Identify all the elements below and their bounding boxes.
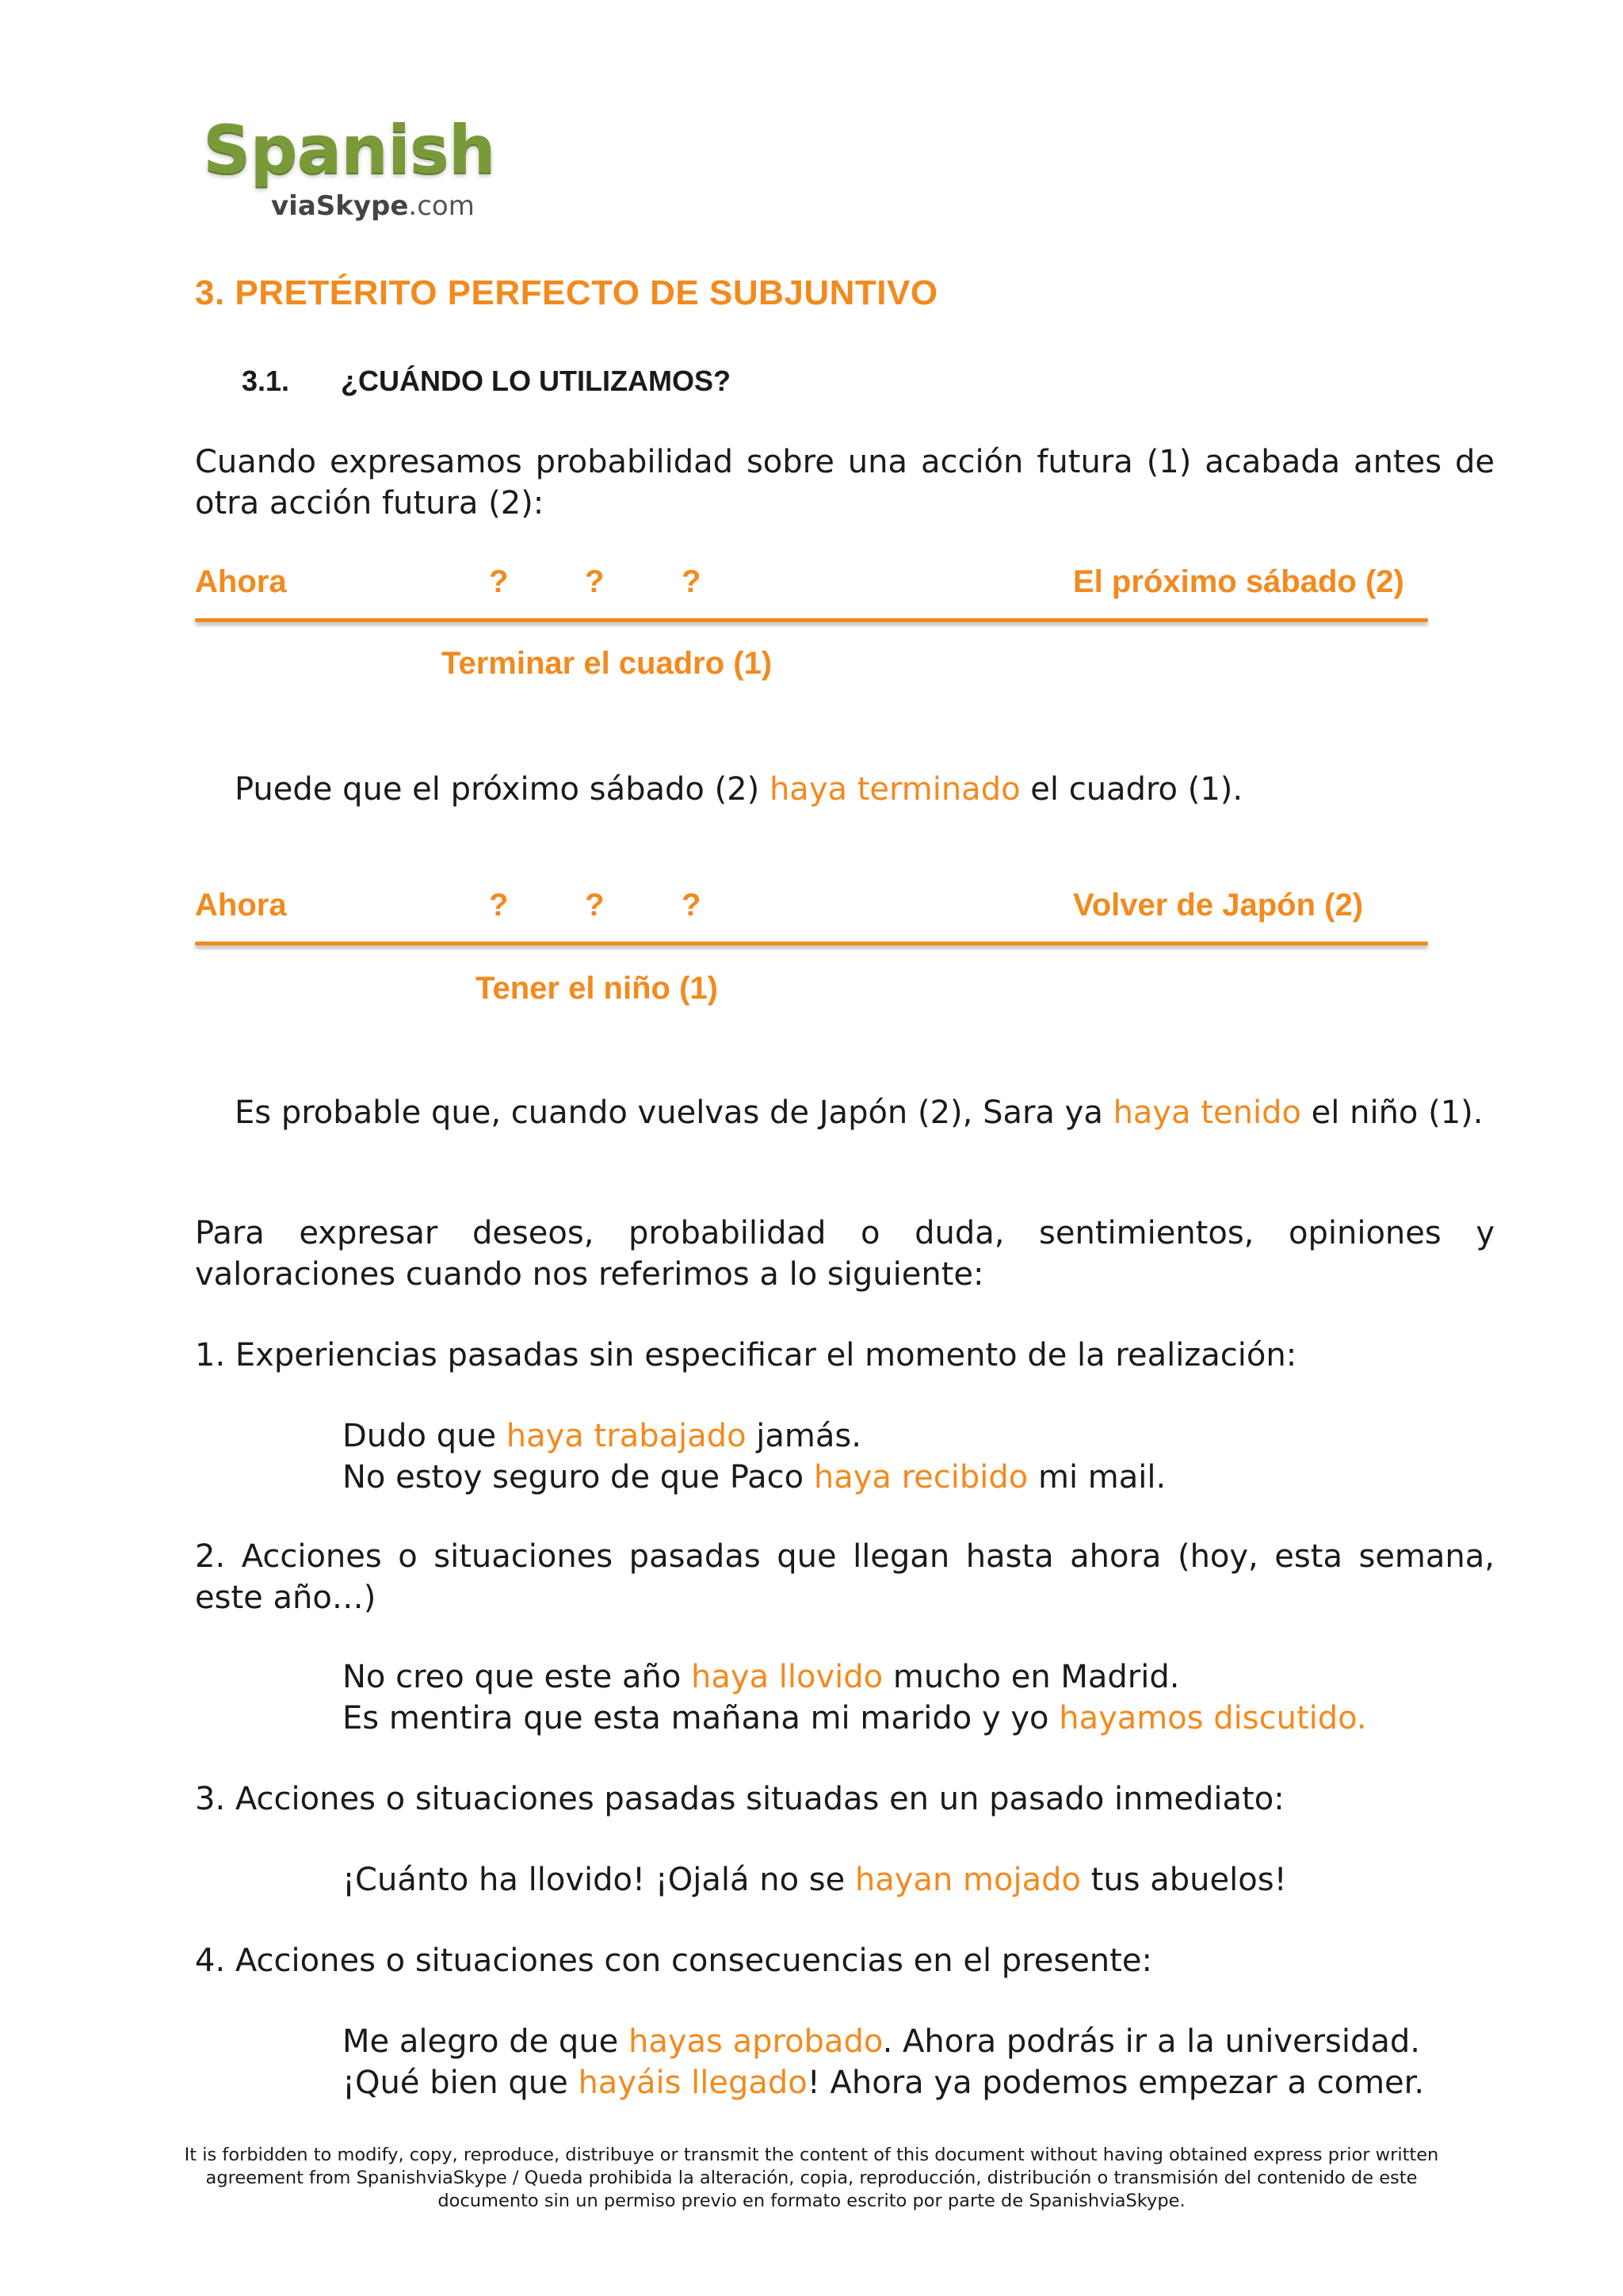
timeline-2-line	[195, 942, 1428, 946]
section-title: 3. PRETÉRITO PERFECTO DE SUBJUNTIVO	[195, 273, 938, 312]
highlight-verb: haya trabajado	[506, 1418, 747, 1454]
item-4-example-2: ¡Qué bien que hayáis llegado! Ahora ya podemos empezar a comer.	[342, 2065, 1425, 2101]
highlight-verb: haya llovido	[691, 1659, 884, 1695]
timeline-2-end: Volver de Japón (2)	[1073, 888, 1364, 923]
example-2: Es probable que, cuando vuelvas de Japón (2), Sara ya haya tenido el niño (1).	[235, 1095, 1484, 1131]
item-1-example-1: Dudo que haya trabajado jamás.	[342, 1418, 861, 1454]
example-1: Puede que el próximo sábado (2) haya terminado el cuadro (1).	[235, 771, 1243, 808]
paragraph-2-line-1: Para expresar deseos, probabilidad o duda, sentimientos, opiniones y	[195, 1215, 1495, 1251]
timeline-1-event: Terminar el cuadro (1)	[441, 646, 773, 681]
item-2-heading: 2. Acciones o situaciones pasadas que llegan hasta ahora (hoy, esta semana, este año…)	[195, 1538, 1495, 1616]
timeline-1-question-3: ?	[682, 564, 701, 599]
item-4-example-1: Me alegro de que hayas aprobado. Ahora podrás ir a la universidad.	[342, 2023, 1421, 2060]
logo-word: Spanish	[203, 111, 495, 189]
item-3-example-1: ¡Cuánto ha llovido! ¡Ojalá no se hayan mojado tus abuelos!	[342, 1862, 1287, 1898]
timeline-1-line	[195, 618, 1428, 622]
timeline-1-now: Ahora	[195, 564, 287, 599]
subsection-heading	[242, 365, 731, 398]
item-2-example-2: Es mentira que esta mañana mi marido y yo hayamos discutido.	[342, 1700, 1367, 1736]
timeline-2-event: Tener el niño (1)	[475, 971, 718, 1006]
highlight-verb: haya recibido	[813, 1459, 1029, 1496]
item-2-example-1: No creo que este año haya llovido mucho en Madrid.	[342, 1659, 1180, 1695]
timeline-2-question-3: ?	[682, 888, 701, 923]
paragraph-2-line-2: valoraciones cuando nos referimos a lo siguiente:	[195, 1256, 984, 1293]
highlight-verb: haya tenido	[1113, 1095, 1301, 1131]
logo-subtitle: viaSkype.com	[271, 190, 475, 222]
timeline-1-end: El próximo sábado (2)	[1073, 564, 1404, 599]
intro-paragraph: Cuando expresamos probabilidad sobre una acción futura (1) acabada antes de otra acción futura (2):	[195, 444, 1495, 521]
spanishviaskype-logo	[198, 111, 495, 230]
highlight-verb: hayan mojado	[854, 1862, 1081, 1898]
item-3-heading: 3. Acciones o situaciones pasadas situadas en un pasado inmediato:	[195, 1781, 1285, 1817]
highlight-verb: hayáis llegado	[578, 2065, 808, 2101]
item-4-heading: 4. Acciones o situaciones con consecuencias en el presente:	[195, 1943, 1152, 1979]
highlight-verb: hayas aprobado	[628, 2023, 883, 2060]
copyright-footer: It is forbidden to modify, copy, reproduce, distribuye or transmit the content of this document without having obtained express prior written agreement from SpanishviaSkype / Queda prohibida la alteración, copia, reproducción, distribución o transmisión del contenido de este documento sin un permiso previo en formato escrito por parte de SpanishviaSkype.	[184, 2145, 1439, 2211]
timeline-1-question-1: ?	[489, 564, 509, 599]
timeline-2-now: Ahora	[195, 888, 287, 923]
highlight-verb: hayamos discutido.	[1059, 1700, 1367, 1736]
timeline-1-question-2: ?	[585, 564, 605, 599]
item-1-heading: 1. Experiencias pasadas sin especificar el momento de la realización:	[195, 1337, 1297, 1373]
item-1-example-2: No estoy seguro de que Paco haya recibido mi mail.	[342, 1459, 1167, 1496]
timeline-2-question-2: ?	[585, 888, 605, 923]
subsection-number: 3.1.	[242, 365, 290, 397]
subsection-label: ¿CUÁNDO LO UTILIZAMOS?	[341, 365, 731, 397]
highlight-verb: haya terminado	[769, 771, 1021, 808]
timeline-2-question-1: ?	[489, 888, 509, 923]
